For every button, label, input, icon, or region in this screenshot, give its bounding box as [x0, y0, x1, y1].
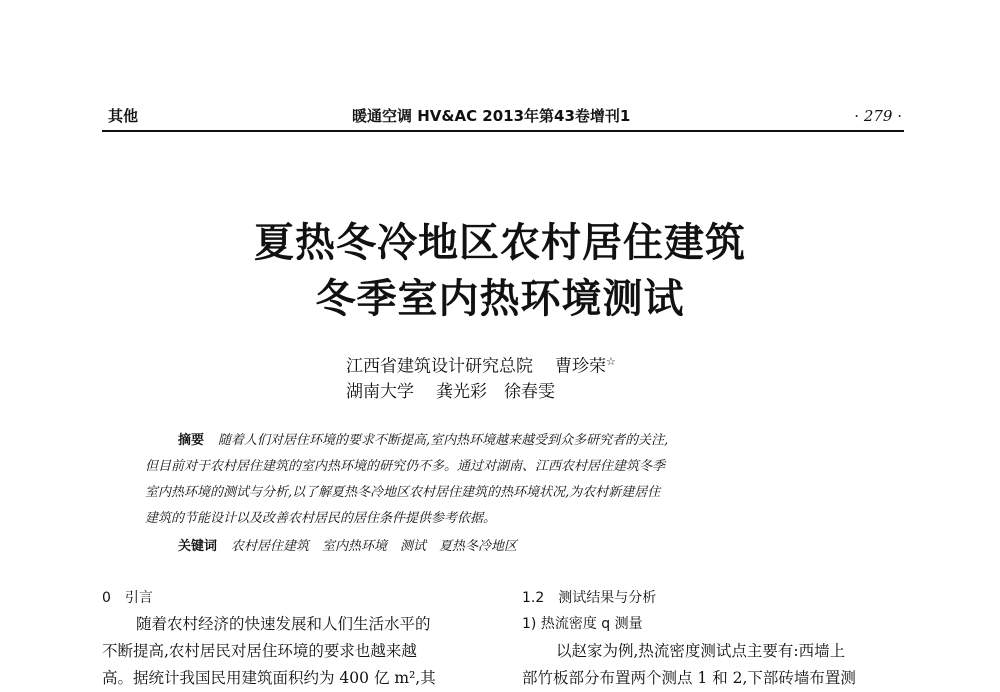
abstract-line-1: [178, 430, 898, 452]
paper-title-line-2: 冬季室内热环境测试: [315, 276, 685, 322]
body-line-left-2: 不断提高,农村居民对居住环境的要求也越来越: [102, 642, 417, 660]
abstract-line-3: 室内热环境的测试与分析,以了解夏热冬冷地区农村居住建筑的热环境状况,为农村新建居住: [145, 485, 661, 500]
author-line-1: [346, 350, 616, 379]
author-names-2: 龚光彩 徐春雯: [436, 382, 555, 402]
author-affiliation-1: 江西省建筑设计研究总院: [346, 356, 533, 377]
subsection-heading-heat-flux: 1) 热流密度 q 测量: [522, 616, 643, 632]
abstract-text-1: 随着人们对居住环境的要求不断提高,室内热环境越来越受到众多研究者的关注,: [218, 433, 669, 448]
running-header-journal: 暖通空调 HV&AC 2013年第43卷增刊1: [352, 107, 631, 125]
body-line-left-3: 高。据统计我国民用建筑面积约为 400 亿 m²,其: [102, 669, 436, 687]
section-heading-results: 1.2 测试结果与分析: [522, 590, 657, 606]
abstract-label: 摘要: [178, 433, 205, 448]
body-line-right-1: 以赵家为例,热流密度测试点主要有:西墙上: [556, 642, 846, 660]
body-line-left-1: 随着农村经济的快速发展和人们生活水平的: [136, 615, 431, 633]
author-line-2: [346, 380, 555, 404]
keywords-text: 农村居住建筑 室内热环境 测试 夏热冬冷地区: [231, 539, 518, 554]
corresponding-author-mark: ☆: [606, 355, 616, 368]
author-names-1: 曹珍荣: [555, 356, 606, 377]
body-line-right-2: 部竹板部分布置两个测点 1 和 2,下部砖墙布置测: [522, 669, 856, 687]
author-affiliation-2: 湖南大学: [346, 382, 414, 402]
keywords-line: [178, 536, 898, 558]
header-rule: [102, 130, 904, 132]
paper-title-line-1: 夏热冬冷地区农村居住建筑: [254, 220, 746, 266]
running-header-section: 其他: [108, 107, 139, 125]
abstract-line-2: 但目前对于农村居住建筑的室内热环境的研究仍不多。通过对湖南、江西农村居住建筑冬季: [145, 459, 666, 474]
section-heading-intro: 0 引言: [102, 590, 153, 606]
page-number: · 279 ·: [854, 107, 902, 125]
keywords-label: 关键词: [178, 539, 218, 554]
abstract-line-4: 建筑的节能设计以及改善农村居民的居住条件提供参考依据。: [145, 511, 497, 526]
